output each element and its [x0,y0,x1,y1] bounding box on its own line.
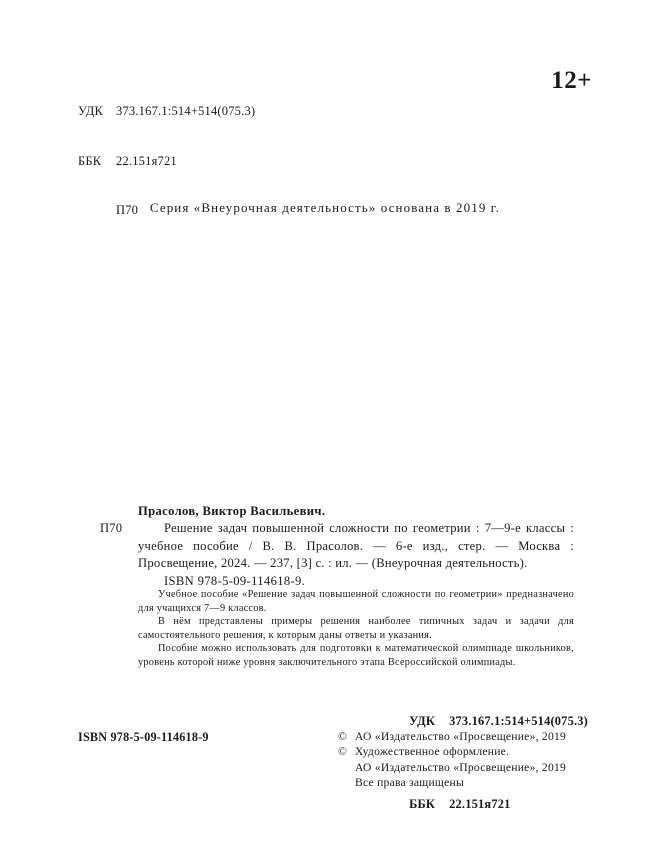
copyright-icon: © [338,745,348,759]
bottom-udk-label: УДК [409,713,436,728]
annotation-paragraph: Пособие можно использовать для подготовки к математической олимпиаде школьников, уровень которой ниже уровня заключительного этапа Всероссийской олимпиады. [138,643,574,668]
bbk-label: ББК [78,153,102,168]
bbk-row [78,153,255,170]
author-mark: П70 [116,203,139,217]
copyright-publisher: АО «Издательство «Просвещение», 2019 [355,730,567,743]
copyright-row [338,744,566,759]
copyright-design: Художественное оформление. [355,745,510,759]
series-statement: Серия «Внеурочная деятельность» основана в 2019 г. [149,200,501,215]
bbk-value: 22.151я721 [116,153,177,168]
udk-label: УДК [78,104,104,118]
bottom-udk-value: 373.167.1:514+514(075.3) [449,713,588,728]
copyright-icon: © [338,730,348,743]
bottom-bbk-label: ББК [409,796,436,811]
footer-isbn: ISBN 978-5-09-114618-9 [78,730,209,744]
copyright-design-publisher: АО «Издательство «Просвещение», 2019 [355,760,567,774]
annotation-paragraph: В нём представлены примеры решения наиболее типичных задач и задачи для самостоятельного решения, к которым даны ответы и указания. [138,616,574,641]
copyright-row [338,729,566,744]
rights-reserved: Все права защищены [355,776,465,790]
card-author-mark: П70 [100,521,123,536]
annotation-block [138,588,574,670]
udk-value: 373.167.1:514+514(075.3) [116,104,256,118]
annotation-paragraph: Учебное пособие «Решение задач повышенной сложности по геометрии» предназначено для учащихся 7—9 классов. [138,589,574,614]
bottom-bbk-value: 22.151я721 [449,796,511,811]
description-wrapper [78,520,574,590]
top-classification-block [78,70,255,252]
card-isbn: ISBN 978-5-09-114618-9. [164,573,306,588]
age-rating-badge: 12+ [551,67,592,94]
udk-row [78,103,255,120]
bibliographic-card [78,503,574,590]
copyright-block [338,729,566,791]
card-description: Решение задач повышенной сложности по геометрии : 7—9-е классы : учебное пособие / В. В. Прасолов. — 6-е изд., стер. — Москва : Просвещение, 2024. — 237, [3] с. : ил. — (Внеурочная деятельность). [138,521,574,571]
author-name: Прасолов, Виктор Васильевич. [138,504,326,518]
